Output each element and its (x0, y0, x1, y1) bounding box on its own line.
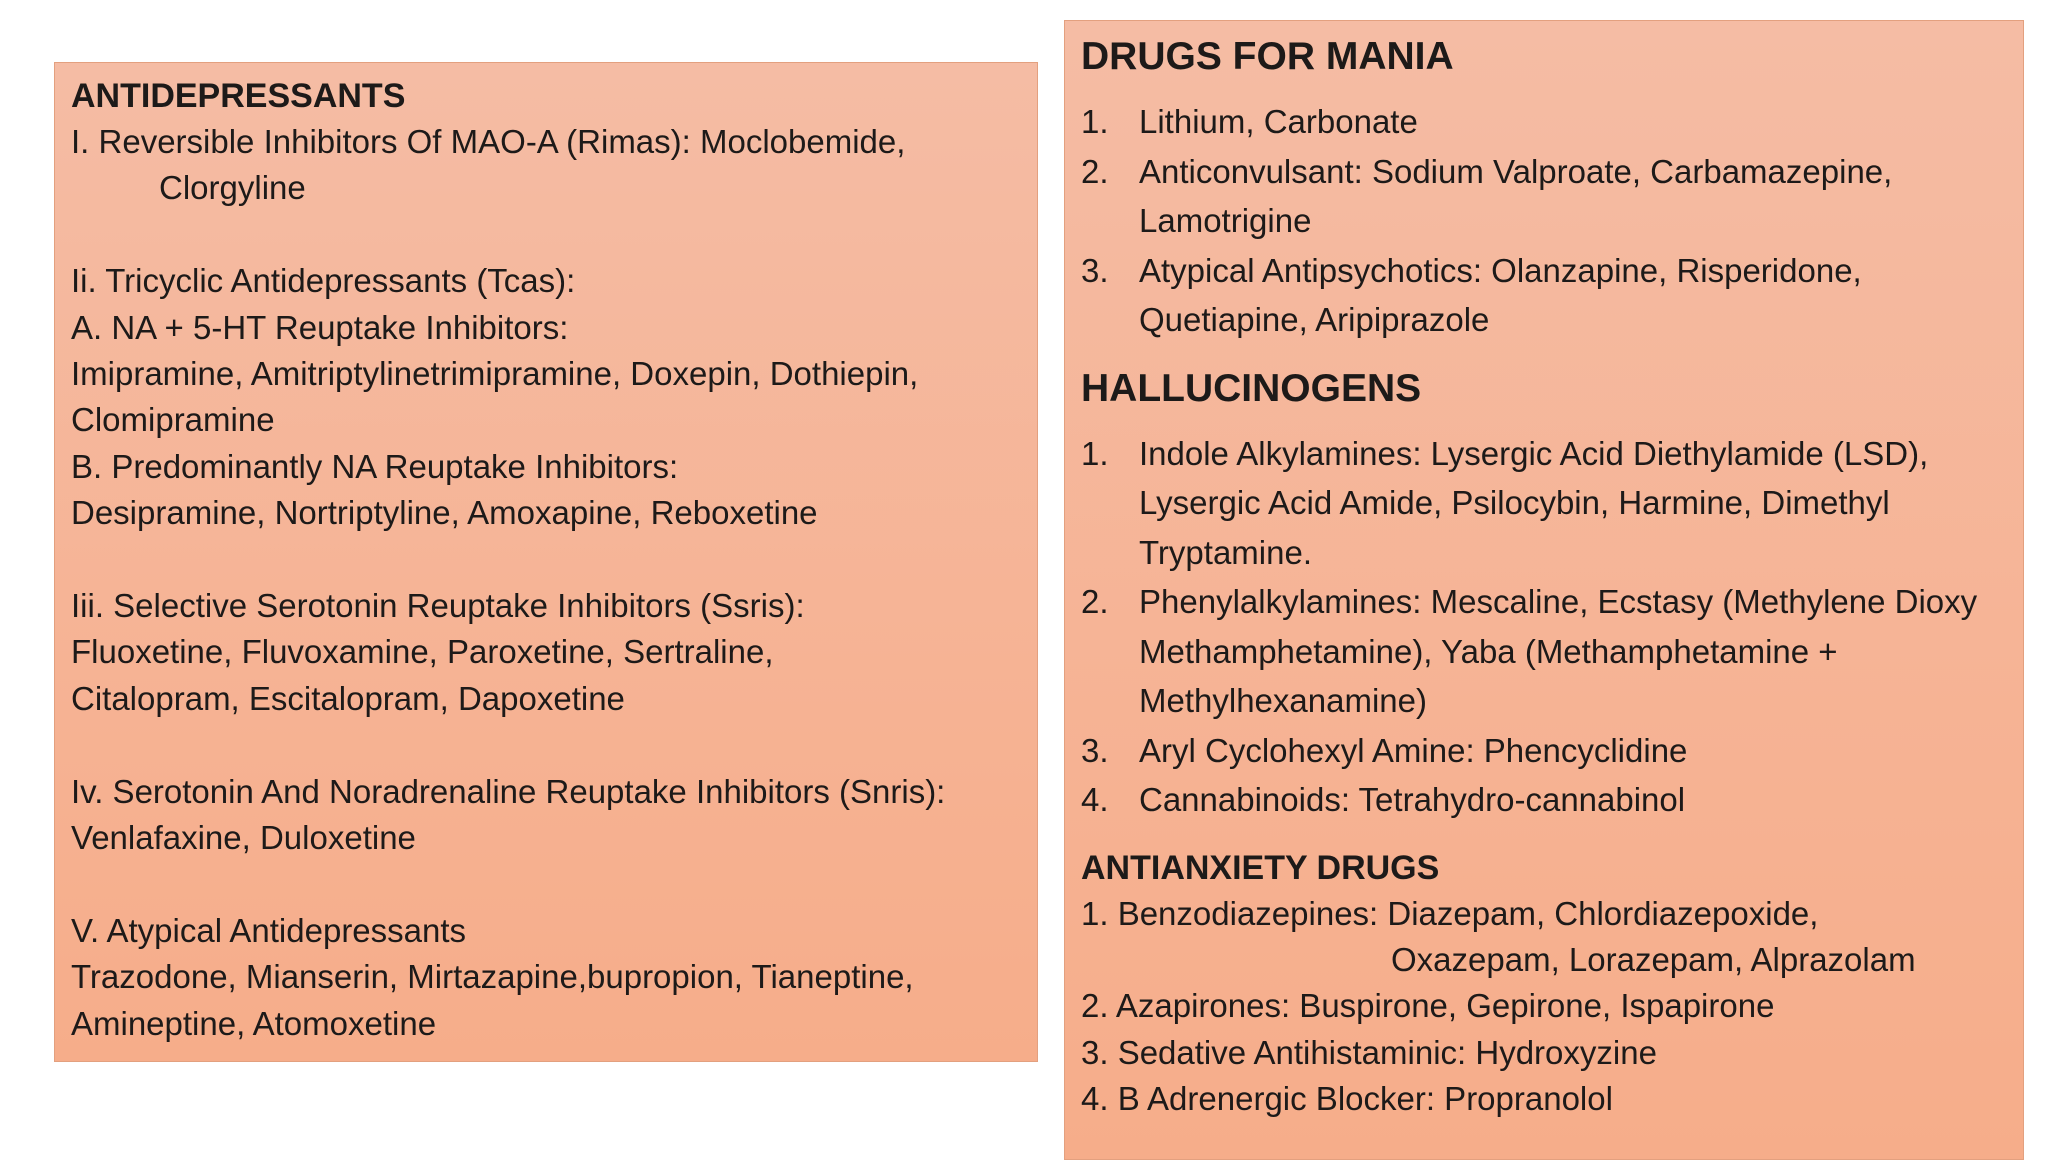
maoa-inhibitors-continued: Clorgyline (159, 169, 306, 207)
antidepressants-panel (54, 62, 1038, 1062)
antianxiety-heading: ANTIANXIETY DRUGS (1081, 848, 1440, 887)
list-item (1081, 775, 2007, 825)
list-item (1081, 97, 2007, 147)
tca-subheading-b: B. Predominantly NA Reuptake Inhibitors: (71, 447, 679, 485)
list-item-number: 4. (1081, 781, 1109, 818)
tca-heading-line: Ii. Tricyclic Antidepressants (Tcas): (71, 262, 576, 300)
list-item-text: Aryl Cyclohexyl Amine: Phencyclidine (1139, 731, 1688, 769)
spacer (71, 861, 1021, 907)
list-item-number: 3. (1081, 251, 1109, 289)
list-item-number: 1. (1081, 434, 1109, 472)
hallucinogens-list (1081, 429, 2007, 825)
list-item (1081, 577, 2007, 726)
spacer (71, 212, 1021, 258)
list-item-number: 3. (1081, 731, 1109, 769)
list-item-number: 1. (1081, 103, 1109, 140)
list-item-number: 2. (1081, 152, 1109, 190)
tca-subheading-a: A. NA + 5-HT Reuptake Inhibitors: (71, 308, 569, 346)
tca-drugs-b-line: Desipramine, Nortriptyline, Amoxapine, Reboxetine (71, 494, 818, 532)
adrenergic-blocker-line: 4. B Adrenergic Blocker: Propranolol (1081, 1080, 1613, 1118)
tca-drugs-a-continued: Clomipramine (71, 401, 275, 439)
spacer (71, 722, 1021, 768)
list-item-text: Cannabinoids: Tetrahydro-cannabinol (1139, 781, 1686, 818)
ssri-drugs-continued: Citalopram, Escitalopram, Dapoxetine (71, 679, 625, 717)
atypical-heading-line: V. Atypical Antidepressants (71, 911, 467, 949)
mania-heading: DRUGS FOR MANIA (1081, 35, 1454, 78)
maoa-inhibitors-line: I. Reversible Inhibitors Of MAO-A (Rimas): Moclobemide, (71, 123, 906, 160)
azapirones-line: 2. Azapirones: Buspirone, Gepirone, Ispapirone (1081, 987, 1775, 1025)
ssri-drugs-line: Fluoxetine, Fluvoxamine, Paroxetine, Sertraline, (71, 633, 774, 671)
list-item (1081, 429, 2007, 578)
list-item-text: Lithium, Carbonate (1139, 103, 1418, 140)
benzodiazepines-continued: Oxazepam, Lorazepam, Alprazolam (1391, 940, 1916, 978)
snri-drugs-line: Venlafaxine, Duloxetine (71, 819, 416, 857)
benzodiazepines-line: 1. Benzodiazepines: Diazepam, Chlordiazepoxide, (1081, 894, 1819, 932)
hallucinogens-heading: HALLUCINOGENS (1081, 366, 1422, 410)
spacer (71, 537, 1021, 583)
list-item-text: Indole Alkylamines: Lysergic Acid Diethylamide (LSD), Lysergic Acid Amide, Psilocybin, Harmine, Dimethyl Tryptamine. (1139, 434, 1929, 571)
mania-list (1081, 97, 2007, 345)
antidepressants-heading: ANTIDEPRESSANTS (71, 77, 406, 115)
ssri-heading-line: Iii. Selective Serotonin Reuptake Inhibitors (Ssris): (71, 587, 805, 625)
list-item (1081, 726, 2007, 776)
list-item (1081, 246, 2007, 345)
list-item-text: Anticonvulsant: Sodium Valproate, Carbamazepine, Lamotrigine (1139, 152, 1893, 239)
atypical-drugs-continued: Amineptine, Atomoxetine (71, 1004, 437, 1042)
atypical-drugs-line: Trazodone, Mianserin, Mirtazapine,bupropion, Tianeptine, (71, 958, 914, 996)
antihistaminic-line: 3. Sedative Antihistaminic: Hydroxyzine (1081, 1033, 1657, 1071)
list-item-text: Phenylalkylamines: Mescaline, Ecstasy (Methylene Dioxy Methamphetamine), Yaba (Methamphetamine + Methylhexanamine) (1139, 583, 1978, 719)
snri-heading-line: Iv. Serotonin And Noradrenaline Reuptake Inhibitors (Snris): (71, 772, 946, 810)
list-item-number: 2. (1081, 583, 1109, 620)
list-item-text: Atypical Antipsychotics: Olanzapine, Risperidone, Quetiapine, Aripiprazole (1139, 251, 1862, 338)
tca-drugs-a-line: Imipramine, Amitriptylinetrimipramine, Doxepin, Dothiepin, (71, 355, 919, 393)
other-drugs-panel (1064, 20, 2024, 1160)
list-item (1081, 147, 2007, 246)
